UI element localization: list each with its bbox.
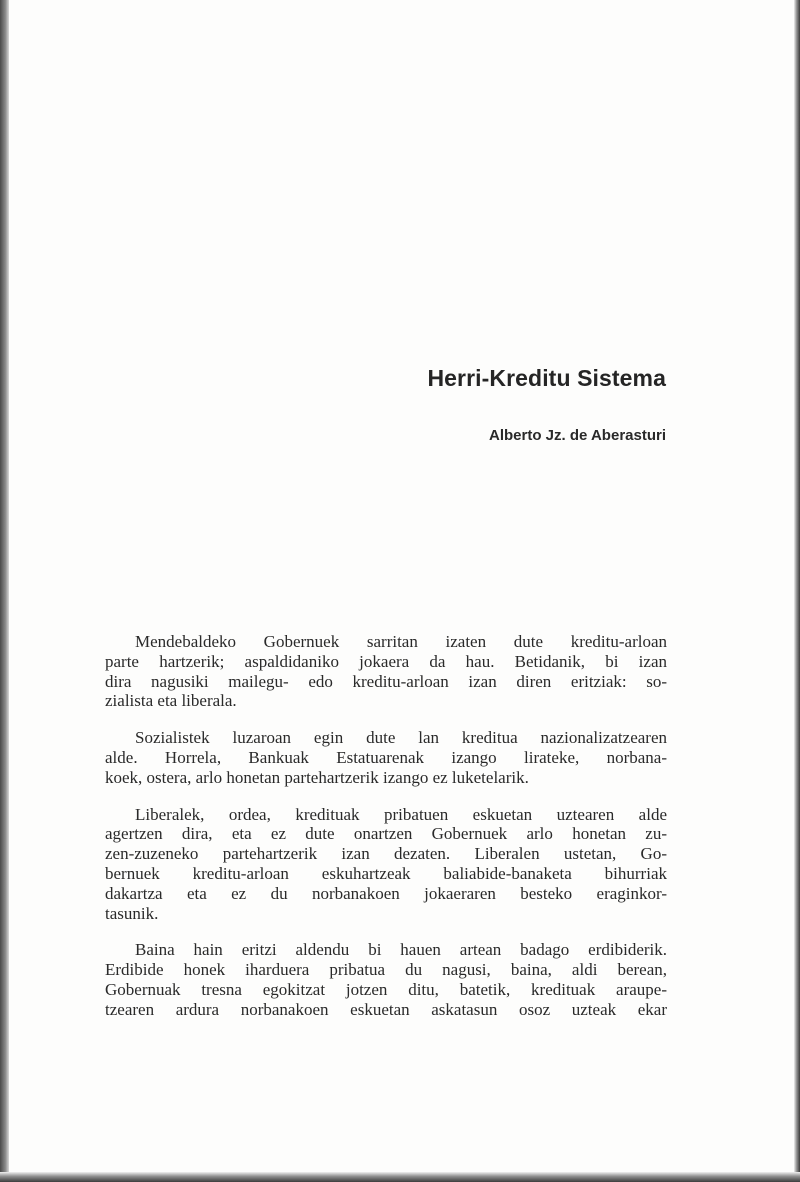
article-title: Herri-Kreditu Sistema xyxy=(427,365,666,391)
text-line: dira nagusiki mailegu- edo kreditu-arloan izan diren eritziak: so- xyxy=(105,671,667,691)
article-author: Alberto Jz. de Aberasturi xyxy=(489,427,666,444)
text-line: Baina hain eritzi aldendu bi hauen artean badago erdibiderik. xyxy=(135,940,667,960)
text-line: zialista eta liberala. xyxy=(105,691,237,711)
article-body xyxy=(105,632,667,1037)
paragraph-4 xyxy=(105,940,667,1019)
paragraph-3 xyxy=(105,805,667,924)
text-line: Erdibide honek iharduera pribatua du nagusi, baina, aldi berean, xyxy=(105,960,667,980)
text-line: agertzen dira, eta ez dute onartzen Gobernuek arlo honetan zu- xyxy=(105,824,667,844)
text-line: alde. Horrela, Bankuak Estatuarenak izango lirateke, norbana- xyxy=(105,747,667,767)
text-line: Sozialistek luzaroan egin dute lan kreditua nazionalizatzearen xyxy=(135,728,667,748)
text-line: koek, ostera, arlo honetan partehartzerik izango ez luketelarik. xyxy=(105,767,529,787)
text-line: bernuek kreditu-arloan eskuhartzeak baliabide-banaketa bihurriak xyxy=(105,863,667,883)
scan-right-edge xyxy=(794,0,800,1182)
text-line: parte hartzerik; aspaldidaniko jokaera da hau. Betidanik, bi izan xyxy=(105,651,667,671)
text-line: zen-zuzeneko partehartzerik izan dezaten. Liberalen ustetan, Go- xyxy=(105,844,667,864)
text-line: Mendebaldeko Gobernuek sarritan izaten dute kreditu-arloan xyxy=(135,632,667,651)
text-line: Liberalek, ordea, kredituak pribatuen eskuetan uztearen alde xyxy=(135,804,667,824)
paragraph-2 xyxy=(105,728,667,787)
paragraph-1 xyxy=(105,632,667,711)
scan-left-edge xyxy=(0,0,9,1182)
text-line: tzearen ardura norbanakoen eskuetan askatasun osoz uzteak ekar xyxy=(105,999,667,1019)
scan-bottom-edge xyxy=(0,1172,800,1182)
text-line: tasunik. xyxy=(105,903,159,923)
text-line: dakartza eta ez du norbanakoen jokaeraren besteko eraginkor- xyxy=(105,883,667,903)
text-line: Gobernuak tresna egokitzat jotzen ditu, batetik, kredituak araupe- xyxy=(105,979,667,999)
